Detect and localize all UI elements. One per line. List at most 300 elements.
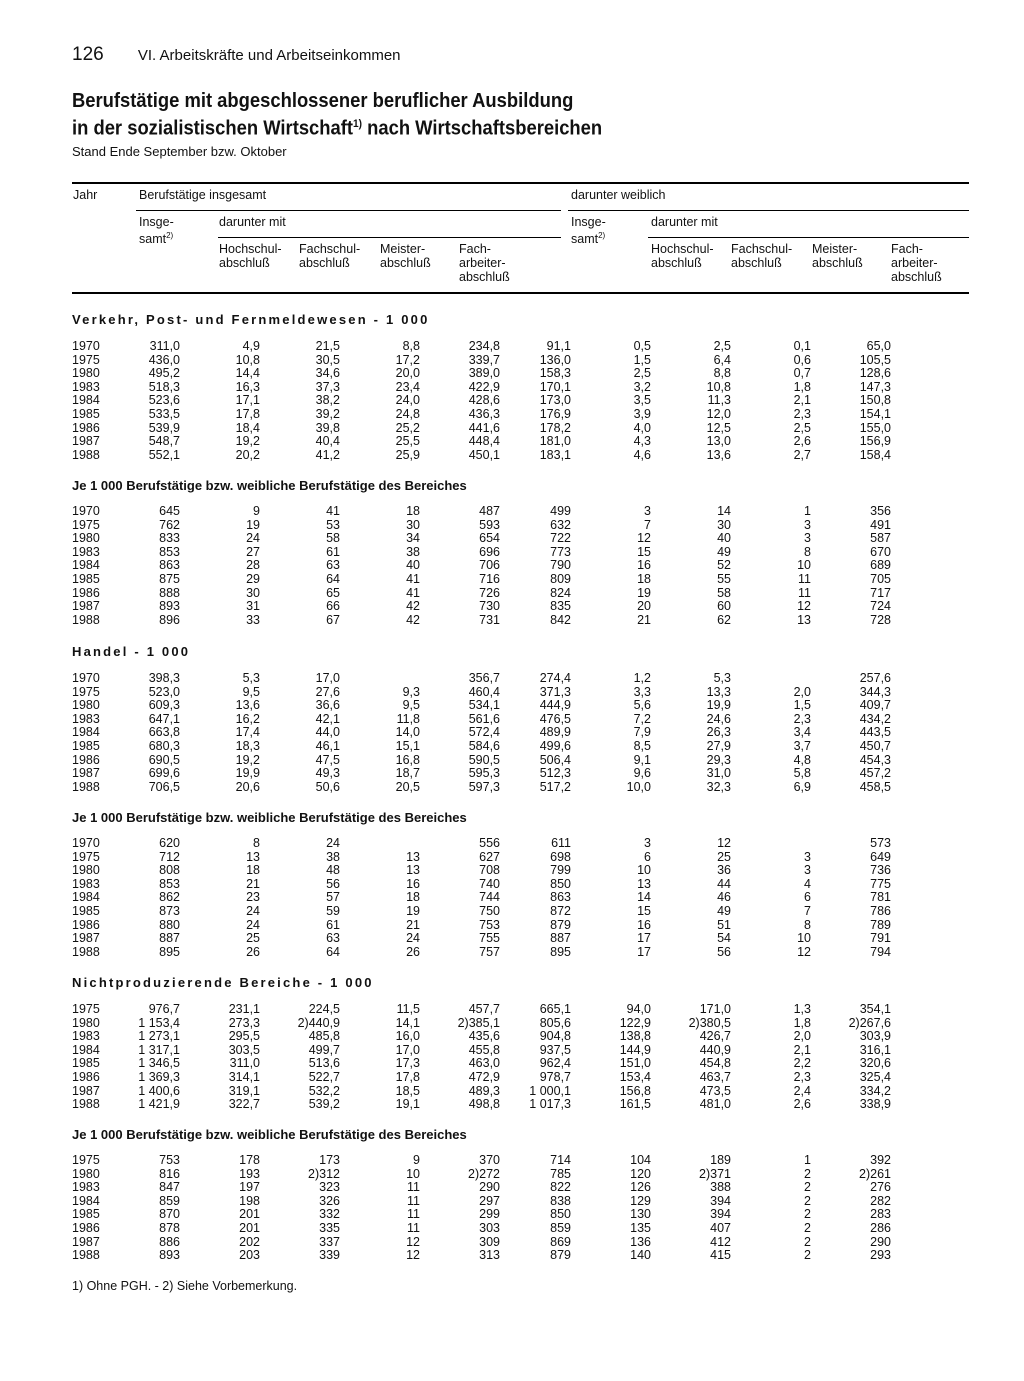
year-cell: 1987 <box>72 1083 100 1098</box>
year-cell: 1975 <box>72 517 100 532</box>
value-cell: 744 <box>479 890 500 905</box>
value-cell: 21 <box>637 612 651 627</box>
value-cell: 12,5 <box>706 420 731 435</box>
value-cell: 847 <box>159 1180 180 1195</box>
value-cell: 52 <box>717 558 731 573</box>
year-cell: 1984 <box>72 558 100 573</box>
value-cell: 19,2 <box>235 434 260 449</box>
title-line-2: in der sozialistischen Wirtschaft$^{1)}$ nach Wirtschaftsbereichen <box>72 117 603 140</box>
value-cell: 17 <box>637 931 651 946</box>
year-cell: 1983 <box>72 876 100 891</box>
value-cell: 9,5 <box>402 698 420 713</box>
value-cell: 3,9 <box>633 406 651 421</box>
value-cell: 457,7 <box>468 1002 500 1016</box>
value-cell: 24 <box>326 836 340 850</box>
value-cell: 1,8 <box>793 379 811 394</box>
value-cell: 1 369,3 <box>138 1069 180 1084</box>
value-cell: 850 <box>550 1207 571 1222</box>
value-cell: 370 <box>479 1153 500 1167</box>
value-cell: 495,2 <box>148 366 180 381</box>
value-cell: 491 <box>870 517 891 532</box>
section-title-nichtproduzierende-je-1000: Je 1 000 Berufstätige bzw. weibliche Berufstätige des Bereiches <box>72 1127 467 1142</box>
value-cell: 38 <box>326 849 340 864</box>
value-cell: 50,6 <box>315 779 340 794</box>
value-cell: 3 <box>804 517 811 532</box>
data-table-nichtproduzierende <box>72 1003 891 1112</box>
value-cell: 808 <box>159 863 180 878</box>
value-cell: 499 <box>550 504 571 518</box>
value-cell: 1,5 <box>793 698 811 713</box>
year-cell: 1984 <box>72 890 100 905</box>
value-cell: 136,0 <box>539 352 571 367</box>
value-cell: 130 <box>630 1207 651 1222</box>
year-cell: 1975 <box>72 684 100 699</box>
value-cell: 21 <box>246 876 260 891</box>
value-cell: 293 <box>870 1248 891 1263</box>
value-cell: 407 <box>710 1220 731 1235</box>
year-cell: 1987 <box>72 434 100 449</box>
value-cell: 48 <box>326 863 340 878</box>
value-cell: 1,3 <box>793 1002 811 1016</box>
value-cell: 9 <box>413 1153 420 1167</box>
value-cell: 518,3 <box>148 379 180 394</box>
value-cell: 2)261 <box>859 1166 891 1181</box>
value-cell: 762 <box>159 517 180 532</box>
value-cell: 11 <box>798 585 811 600</box>
value-cell: 620 <box>159 836 180 850</box>
value-cell: 398,3 <box>148 671 180 685</box>
value-cell: 698 <box>550 849 571 864</box>
col-header-facharbeiter-2: Fach- arbeiter- abschluß <box>891 242 942 284</box>
year-cell: 1987 <box>72 1234 100 1249</box>
value-cell: 30 <box>406 517 420 532</box>
year-cell: 1985 <box>72 738 100 753</box>
table-row <box>72 1195 891 1209</box>
value-cell: 4,9 <box>242 339 260 353</box>
subgroup-header-darunter-1: darunter mit <box>219 215 286 229</box>
table-row <box>72 713 891 727</box>
value-cell: 59 <box>326 903 340 918</box>
value-cell: 412 <box>710 1234 731 1249</box>
value-cell: 13 <box>406 849 420 864</box>
value-cell: 21,5 <box>315 339 340 353</box>
value-cell: 49,3 <box>315 766 340 781</box>
value-cell: 337 <box>319 1234 340 1249</box>
value-cell: 4,0 <box>633 420 651 435</box>
value-cell: 56 <box>326 876 340 891</box>
value-cell: 18,4 <box>235 420 260 435</box>
value-cell: 29,3 <box>706 752 731 767</box>
value-cell: 325,4 <box>859 1069 891 1084</box>
value-cell: 332 <box>319 1207 340 1222</box>
value-cell: 299 <box>479 1207 500 1222</box>
value-cell: 1 273,1 <box>138 1029 180 1044</box>
year-cell: 1975 <box>72 1153 100 1167</box>
value-cell: 850 <box>550 876 571 891</box>
value-cell: 835 <box>550 599 571 614</box>
header-rule-darunter-1 <box>218 237 561 238</box>
value-cell: 20,2 <box>235 447 260 462</box>
value-cell: 448,4 <box>468 434 500 449</box>
value-cell: 2,3 <box>793 1069 811 1084</box>
value-cell: 23,4 <box>395 379 420 394</box>
value-cell: 273,3 <box>228 1015 260 1030</box>
value-cell: 25,2 <box>395 420 420 435</box>
value-cell: 481,0 <box>699 1097 731 1112</box>
value-cell: 19 <box>406 903 420 918</box>
value-cell: 193 <box>239 1166 260 1181</box>
value-cell: 869 <box>550 1234 571 1249</box>
value-cell: 1 017,3 <box>529 1097 571 1112</box>
value-cell: 388 <box>710 1180 731 1195</box>
value-cell: 736 <box>870 863 891 878</box>
value-cell: 790 <box>550 558 571 573</box>
col-header-meister-2: Meister- abschluß <box>812 242 863 270</box>
header-rule-darunter-2 <box>648 237 969 238</box>
value-cell: 38,2 <box>315 393 340 408</box>
value-cell: 12 <box>637 531 651 546</box>
year-cell: 1987 <box>72 599 100 614</box>
table-row <box>72 408 891 422</box>
subgroup-header-darunter-2: darunter mit <box>651 215 718 229</box>
value-cell: 173 <box>319 1153 340 1167</box>
value-cell: 712 <box>159 849 180 864</box>
table-row <box>72 1003 891 1017</box>
table-row <box>72 919 891 933</box>
year-cell: 1980 <box>72 1166 100 1181</box>
value-cell: 717 <box>870 585 891 600</box>
table-row <box>72 381 891 395</box>
col-header-fachschul-1: Fachschul- abschluß <box>299 242 361 270</box>
value-cell: 257,6 <box>859 671 891 685</box>
year-cell: 1983 <box>72 544 100 559</box>
value-cell: 136 <box>630 1234 651 1249</box>
value-cell: 10,0 <box>626 779 651 794</box>
table-row <box>72 422 891 436</box>
value-cell: 489,3 <box>468 1083 500 1098</box>
value-cell: 2,7 <box>793 447 811 462</box>
table-row <box>72 672 891 686</box>
value-cell: 887 <box>550 931 571 946</box>
value-cell: 1 000,1 <box>529 1083 571 1098</box>
value-cell: 338,9 <box>859 1097 891 1112</box>
value-cell: 595,3 <box>468 766 500 781</box>
value-cell: 24 <box>406 931 420 946</box>
value-cell: 9,1 <box>633 752 651 767</box>
value-cell: 154,1 <box>859 406 891 421</box>
value-cell: 880 <box>159 917 180 932</box>
value-cell: 873 <box>159 903 180 918</box>
value-cell: 21 <box>406 917 420 932</box>
value-cell: 532,2 <box>308 1083 340 1098</box>
value-cell: 371,3 <box>539 684 571 699</box>
value-cell: 523,6 <box>148 393 180 408</box>
value-cell: 2,0 <box>793 684 811 699</box>
value-cell: 2,3 <box>793 711 811 726</box>
year-cell: 1975 <box>72 849 100 864</box>
value-cell: 201 <box>239 1220 260 1235</box>
value-cell: 1,2 <box>633 671 651 685</box>
value-cell: 822 <box>550 1180 571 1195</box>
value-cell: 19,9 <box>706 698 731 713</box>
value-cell: 53 <box>326 517 340 532</box>
value-cell: 129 <box>630 1193 651 1208</box>
value-cell: 334,2 <box>859 1083 891 1098</box>
value-cell: 344,3 <box>859 684 891 699</box>
value-cell: 62 <box>717 612 731 627</box>
value-cell: 38 <box>406 544 420 559</box>
value-cell: 9 <box>253 504 260 518</box>
value-cell: 202 <box>239 1234 260 1249</box>
value-cell: 42 <box>406 599 420 614</box>
value-cell: 41 <box>326 504 340 518</box>
year-cell: 1984 <box>72 1042 100 1057</box>
value-cell: 17,0 <box>395 1042 420 1057</box>
value-cell: 14,0 <box>395 725 420 740</box>
value-cell: 731 <box>479 612 500 627</box>
table-row <box>72 754 891 768</box>
value-cell: 8 <box>804 544 811 559</box>
value-cell: 706 <box>479 558 500 573</box>
value-cell: 789 <box>870 917 891 932</box>
value-cell: 135 <box>630 1220 651 1235</box>
value-cell: 283 <box>870 1207 891 1222</box>
section-title-handel: Handel - 1 000 <box>72 644 191 659</box>
value-cell: 9,5 <box>242 684 260 699</box>
value-cell: 67 <box>326 612 340 627</box>
value-cell: 18 <box>406 504 420 518</box>
value-cell: 10 <box>797 558 811 573</box>
value-cell: 126 <box>630 1180 651 1195</box>
table-row <box>72 1017 891 1031</box>
value-cell: 833 <box>159 531 180 546</box>
value-cell: 178,2 <box>539 420 571 435</box>
value-cell: 19 <box>246 517 260 532</box>
value-cell: 51 <box>717 917 731 932</box>
year-cell: 1970 <box>72 504 100 518</box>
value-cell: 158,3 <box>539 366 571 381</box>
value-cell: 316,1 <box>859 1042 891 1057</box>
value-cell: 56 <box>717 944 731 959</box>
value-cell: 517,2 <box>539 779 571 794</box>
value-cell: 895 <box>159 944 180 959</box>
value-cell: 730 <box>479 599 500 614</box>
value-cell: 7,2 <box>633 711 651 726</box>
value-cell: 699,6 <box>148 766 180 781</box>
value-cell: 11,3 <box>707 393 731 408</box>
value-cell: 201 <box>239 1207 260 1222</box>
value-cell: 24,8 <box>395 406 420 421</box>
value-cell: 10 <box>637 863 651 878</box>
value-cell: 487 <box>479 504 500 518</box>
value-cell: 29 <box>246 571 260 586</box>
value-cell: 647,1 <box>148 711 180 726</box>
value-cell: 178 <box>239 1153 260 1167</box>
value-cell: 1 400,6 <box>138 1083 180 1098</box>
value-cell: 645 <box>159 504 180 518</box>
value-cell: 878 <box>159 1220 180 1235</box>
value-cell: 415 <box>710 1248 731 1263</box>
table-row <box>72 559 891 573</box>
value-cell: 859 <box>159 1193 180 1208</box>
value-cell: 144,9 <box>619 1042 651 1057</box>
value-cell: 590,5 <box>468 752 500 767</box>
value-cell: 15 <box>637 903 651 918</box>
table-row <box>72 1249 891 1263</box>
table-row <box>72 1030 891 1044</box>
value-cell: 862 <box>159 890 180 905</box>
value-cell: 426,7 <box>699 1029 731 1044</box>
year-cell: 1970 <box>72 339 100 353</box>
col-header-jahr: Jahr <box>73 188 98 202</box>
value-cell: 20 <box>637 599 651 614</box>
value-cell: 44 <box>717 876 731 891</box>
value-cell: 30 <box>246 585 260 600</box>
value-cell: 356 <box>870 504 891 518</box>
value-cell: 7 <box>804 903 811 918</box>
year-cell: 1987 <box>72 931 100 946</box>
value-cell: 15 <box>637 544 651 559</box>
year-cell: 1984 <box>72 393 100 408</box>
col-header-hochschul-1: Hochschul- abschluß <box>219 242 282 270</box>
value-cell: 24,6 <box>706 711 731 726</box>
value-cell: 499,7 <box>308 1042 340 1057</box>
value-cell: 173,0 <box>539 393 571 408</box>
value-cell: 65 <box>326 585 340 600</box>
value-cell: 896 <box>159 612 180 627</box>
value-cell: 962,4 <box>539 1056 571 1071</box>
value-cell: 39,8 <box>315 420 340 435</box>
value-cell: 12 <box>797 944 811 959</box>
value-cell <box>731 837 811 851</box>
col-header-facharbeiter-1: Fach- arbeiter- abschluß <box>459 242 510 284</box>
table-row <box>72 905 891 919</box>
value-cell: 6 <box>804 890 811 905</box>
value-cell: 689 <box>870 558 891 573</box>
year-cell: 1988 <box>72 1097 100 1112</box>
value-cell: 17 <box>637 944 651 959</box>
value-cell: 27 <box>246 544 260 559</box>
value-cell: 512,3 <box>539 766 571 781</box>
value-cell: 786 <box>870 903 891 918</box>
value-cell: 670 <box>870 544 891 559</box>
value-cell: 863 <box>550 890 571 905</box>
value-cell: 440,9 <box>699 1042 731 1057</box>
value-cell: 0,1 <box>793 339 811 353</box>
value-cell: 3 <box>804 849 811 864</box>
value-cell: 104 <box>630 1153 651 1167</box>
value-cell: 42 <box>406 612 420 627</box>
value-cell: 295,5 <box>228 1029 260 1044</box>
value-cell: 311,0 <box>149 339 180 353</box>
value-cell <box>731 672 811 686</box>
value-cell: 181,0 <box>539 434 571 449</box>
value-cell: 63 <box>326 931 340 946</box>
value-cell: 753 <box>159 1153 180 1167</box>
value-cell: 753 <box>479 917 500 932</box>
value-cell: 20,6 <box>235 779 260 794</box>
value-cell: 339 <box>319 1248 340 1263</box>
value-cell: 19 <box>637 585 651 600</box>
value-cell: 1 346,5 <box>138 1056 180 1071</box>
year-cell: 1980 <box>72 366 100 381</box>
value-cell: 12 <box>406 1248 420 1263</box>
value-cell: 757 <box>479 944 500 959</box>
value-cell: 895 <box>550 944 571 959</box>
value-cell: 5,3 <box>242 671 260 685</box>
value-cell: 19,9 <box>235 766 260 781</box>
value-cell: 18,3 <box>235 738 260 753</box>
table-row <box>72 851 891 865</box>
value-cell: 14,4 <box>235 366 260 381</box>
value-cell: 0,5 <box>633 339 651 353</box>
value-cell: 11 <box>407 1207 420 1222</box>
value-cell: 197 <box>239 1180 260 1195</box>
section-title-verkehr-je-1000: Je 1 000 Berufstätige bzw. weibliche Berufstätige des Bereiches <box>72 478 467 493</box>
value-cell: 1 <box>804 1153 811 1167</box>
value-cell: 339,7 <box>468 352 500 367</box>
group-header-insgesamt: Berufstätige insgesamt <box>139 188 267 202</box>
value-cell: 2 <box>804 1248 811 1263</box>
value-cell: 755 <box>479 931 500 946</box>
value-cell: 534,1 <box>468 698 500 713</box>
value-cell: 24,0 <box>395 393 420 408</box>
value-cell: 158,4 <box>859 447 891 462</box>
value-cell: 41 <box>406 585 420 600</box>
value-cell: 63 <box>326 558 340 573</box>
value-cell: 198 <box>239 1193 260 1208</box>
table-row <box>72 1154 891 1168</box>
value-cell: 2,6 <box>793 1097 811 1112</box>
table-row <box>72 726 891 740</box>
value-cell: 6 <box>644 849 651 864</box>
value-cell: 663,8 <box>148 725 180 740</box>
value-cell: 13,0 <box>706 434 731 449</box>
value-cell: 513,6 <box>308 1056 340 1071</box>
table-row <box>72 340 891 354</box>
value-cell: 937,5 <box>539 1042 571 1057</box>
value-cell: 290 <box>870 1234 891 1249</box>
value-cell: 2)380,5 <box>688 1015 731 1030</box>
table-row <box>72 686 891 700</box>
value-cell: 724 <box>870 599 891 614</box>
value-cell: 17,4 <box>235 725 260 740</box>
value-cell: 706,5 <box>148 779 180 794</box>
value-cell: 728 <box>870 612 891 627</box>
table-row <box>72 532 891 546</box>
value-cell: 450,1 <box>468 447 500 462</box>
value-cell <box>340 837 420 851</box>
table-row <box>72 1071 891 1085</box>
value-cell: 16 <box>637 917 651 932</box>
value-cell: 18 <box>246 863 260 878</box>
value-cell: 8 <box>253 836 260 850</box>
table-row <box>72 1222 891 1236</box>
value-cell: 31,0 <box>706 766 731 781</box>
value-cell: 40 <box>717 531 731 546</box>
value-cell: 16,3 <box>235 379 260 394</box>
value-cell: 16,8 <box>395 752 420 767</box>
value-cell: 2 <box>804 1220 811 1235</box>
value-cell: 3,5 <box>633 393 651 408</box>
year-cell: 1975 <box>72 352 100 367</box>
value-cell: 58 <box>326 531 340 546</box>
value-cell: 1 421,9 <box>138 1097 180 1112</box>
value-cell: 539,9 <box>148 420 180 435</box>
value-cell: 888 <box>159 585 180 600</box>
col-header-insgesamt-1: Insge- samt$^{2)}$ <box>139 215 174 247</box>
year-cell: 1980 <box>72 531 100 546</box>
